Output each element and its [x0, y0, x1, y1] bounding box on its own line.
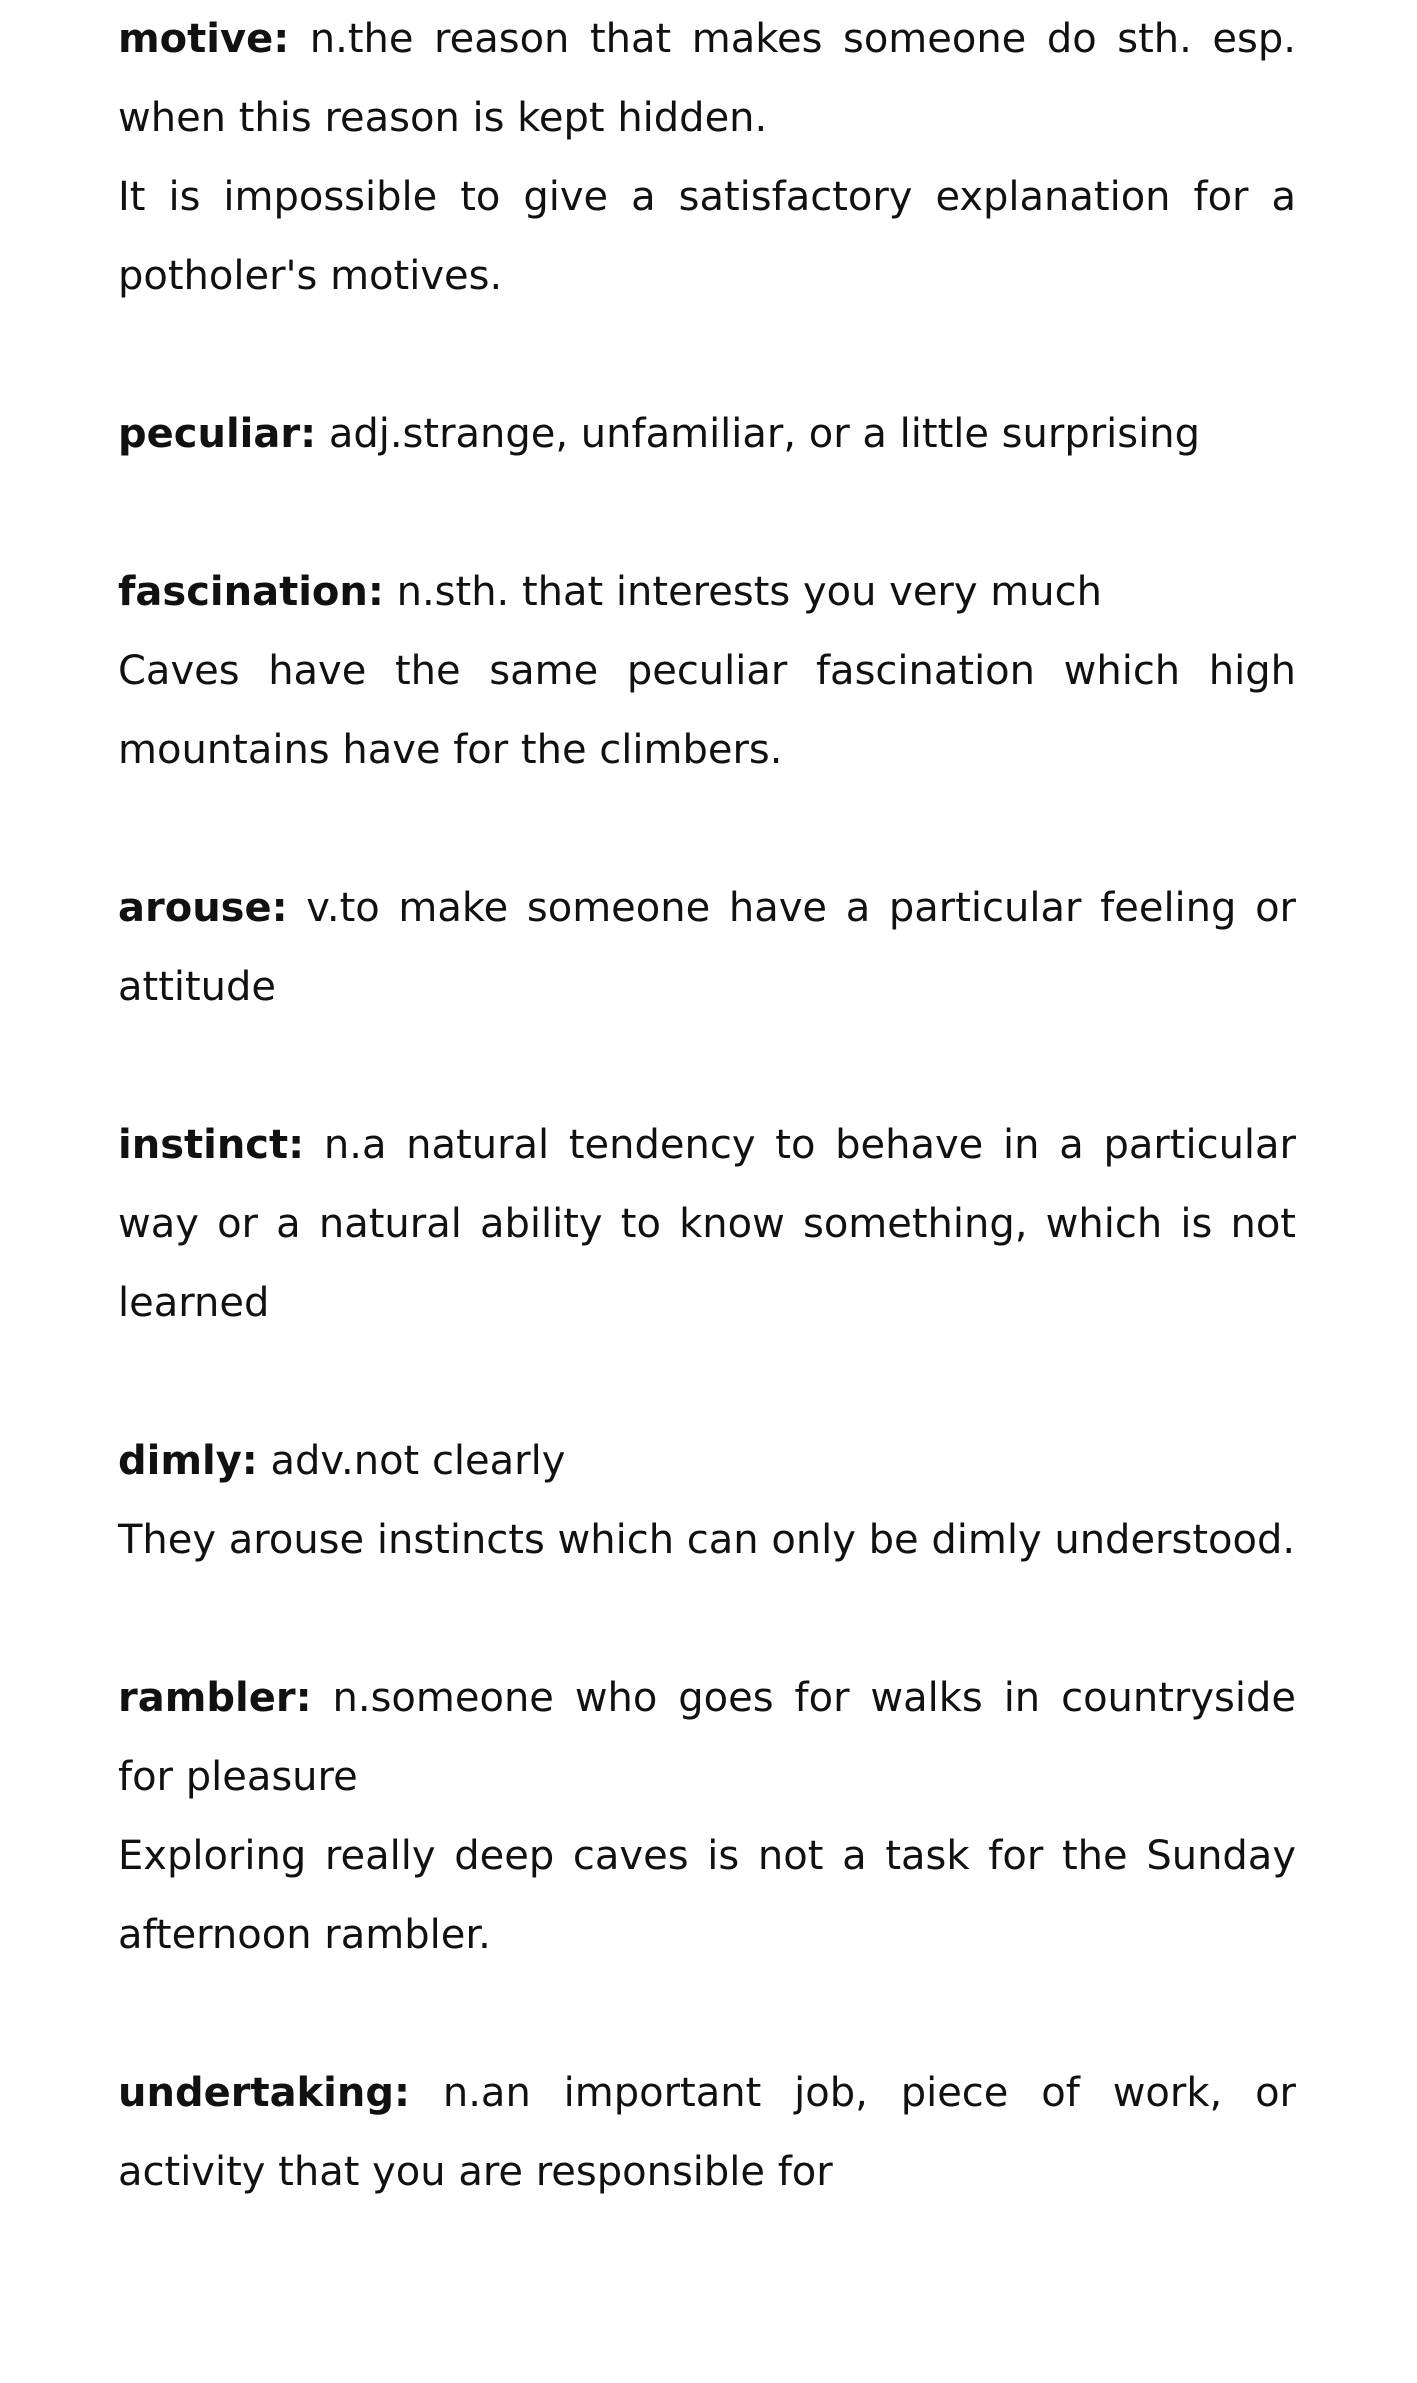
definition-line — [118, 1106, 1296, 1343]
term: dimly: — [118, 1438, 258, 1484]
entry-motive — [118, 0, 1296, 316]
definition: adj.strange, unfamiliar, or a little surprising — [328, 411, 1200, 457]
definition-line — [118, 553, 1296, 632]
entry-rambler — [118, 1659, 1296, 1975]
term: motive: — [118, 16, 290, 62]
definition-line — [118, 1422, 1296, 1501]
definition: n.sth. that interests you very much — [396, 569, 1102, 615]
entry-arouse — [118, 869, 1296, 1027]
term: rambler: — [118, 1675, 312, 1721]
example-sentence: Exploring really deep caves is not a task for the Sunday afternoon rambler. — [118, 1833, 1296, 1958]
term: fascination: — [118, 569, 384, 615]
example-sentence: Caves have the same peculiar fascination which high mountains have for the climbers. — [118, 648, 1296, 773]
definition: v.to make someone have a particular feeling or attitude — [118, 885, 1296, 1010]
entry-undertaking — [118, 2054, 1296, 2212]
entry-dimly — [118, 1422, 1296, 1580]
definition-line — [118, 1659, 1296, 1817]
entry-instinct — [118, 1106, 1296, 1343]
term: instinct: — [118, 1122, 305, 1168]
definition: adv.not clearly — [270, 1438, 566, 1484]
definition-line — [118, 869, 1296, 1027]
entry-fascination — [118, 553, 1296, 790]
term: arouse: — [118, 885, 288, 931]
definition: n.an important job, piece of work, or activity that you are responsible for — [118, 2070, 1296, 2195]
vocabulary-list — [118, 0, 1296, 2291]
entry-peculiar — [118, 395, 1296, 474]
definition: n.a natural tendency to behave in a particular way or a natural ability to know something, which is not learned — [118, 1122, 1297, 1326]
definition-line — [118, 395, 1296, 474]
example-sentence: They arouse instincts which can only be dimly understood. — [118, 1517, 1296, 1563]
definition: n.the reason that makes someone do sth. esp. when this reason is kept hidden. — [118, 16, 1296, 141]
term: undertaking: — [118, 2070, 410, 2116]
example-sentence: It is impossible to give a satisfactory explanation for a potholer's motives. — [118, 174, 1296, 299]
definition-line — [118, 0, 1296, 158]
term: peculiar: — [118, 411, 317, 457]
definition-line — [118, 2054, 1296, 2212]
definition: n.someone who goes for walks in countryside for pleasure — [118, 1675, 1296, 1800]
